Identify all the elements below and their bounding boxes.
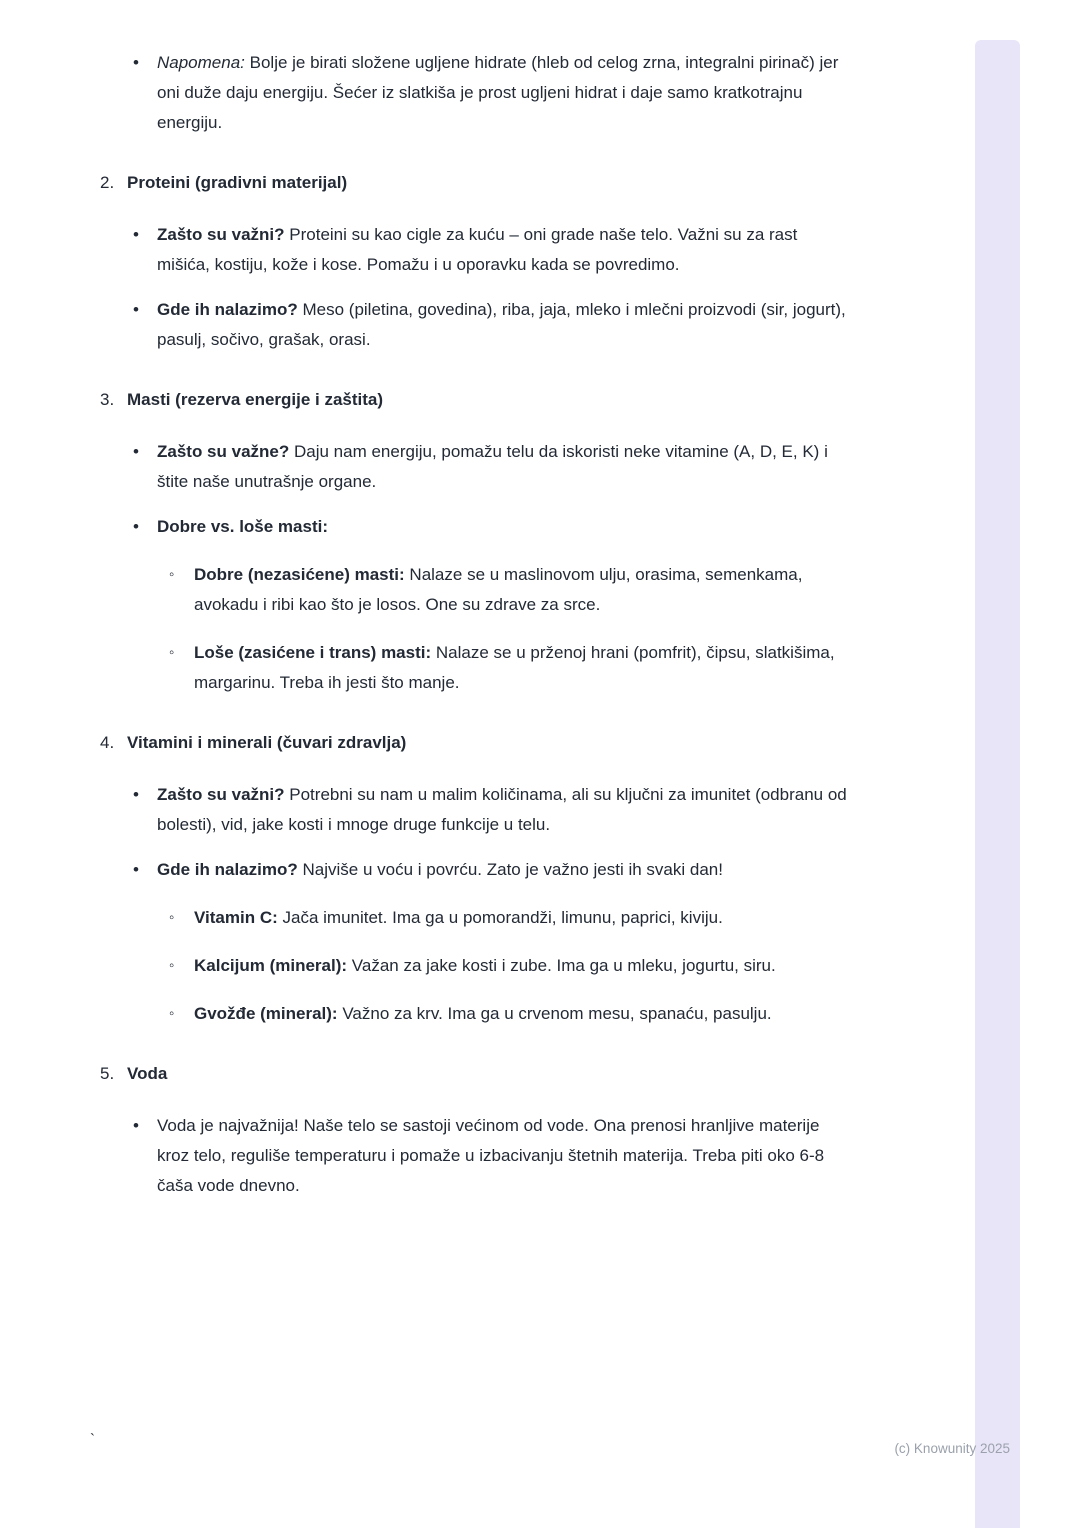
item-text: Voda je najvažnija! Naše telo se sastoji većinom od vode. Ona prenosi hranljive materije kroz telo, reguliše temperaturu i pomaže u izbacivanju štetnih materija. Treba piti oko 6-8 čaša vode dnevno. — [157, 1116, 825, 1195]
sub-list — [157, 903, 848, 1029]
section-title-text: Vitamini i minerali (čuvari zdravlja) — [127, 733, 407, 752]
bullet-icon: • — [133, 53, 139, 72]
sub-list-item — [169, 560, 848, 620]
note-list — [100, 48, 848, 138]
sub-list — [157, 560, 848, 698]
item-lead: Gde ih nalazimo? — [157, 300, 298, 319]
item-lead: Gvožđe (mineral): — [194, 1004, 338, 1023]
list-item-body — [157, 780, 848, 840]
item-text: Potrebni su nam u malim količinama, ali su ključni za imunitet (odbranu od bolesti), vid, jake kosti i mnoge druge funkcije u telu. — [157, 785, 847, 834]
list-item — [133, 220, 848, 280]
section-number: 2. — [100, 173, 115, 192]
list-item — [133, 780, 848, 840]
section-number: 5. — [100, 1064, 115, 1083]
list-item-body — [157, 220, 848, 280]
item-lead: Gde ih nalazimo? — [157, 860, 298, 879]
item-lead: Zašto su važni? — [157, 785, 285, 804]
section-number: 3. — [100, 390, 115, 409]
sub-list-item — [169, 999, 848, 1029]
list-item — [133, 1111, 848, 1201]
bullet-icon: • — [133, 1116, 139, 1135]
item-text: Važno za krv. Ima ga u crvenom mesu, spanaću, pasulju. — [342, 1004, 772, 1023]
item-lead: Vitamin C: — [194, 908, 278, 927]
list-item-body — [157, 48, 848, 138]
item-text: Daju nam energiju, pomažu telu da iskoristi neke vitamine (A, D, E, K) i štite naše unutrašnje organe. — [157, 442, 828, 491]
list-item-body — [194, 951, 848, 981]
list-item — [133, 48, 848, 138]
item-lead: Kalcijum (mineral): — [194, 956, 348, 975]
bullet-icon: • — [133, 517, 139, 536]
item-text: Najviše u voću i povrću. Zato je važno jesti ih svaki dan! — [302, 860, 723, 879]
section-list — [100, 437, 848, 698]
section-list — [100, 220, 848, 355]
section-heading-voda — [100, 1059, 848, 1089]
bullet-icon: • — [133, 300, 139, 319]
item-text: Jača imunitet. Ima ga u pomorandži, limunu, paprici, kiviju. — [282, 908, 723, 927]
item-lead: Dobre vs. loše masti: — [157, 517, 329, 536]
section-title-text: Voda — [127, 1064, 168, 1083]
list-item-body — [157, 295, 848, 355]
section-heading-vitamini — [100, 728, 848, 758]
list-item-body — [194, 999, 848, 1029]
circle-bullet-icon: ◦ — [169, 957, 175, 974]
sub-list-item — [169, 638, 848, 698]
section-title-text: Masti (rezerva energije i zaštita) — [127, 390, 384, 409]
footer-copyright: (c) Knowunity 2025 — [894, 1441, 1010, 1456]
list-item — [133, 855, 848, 1029]
list-item-body — [194, 638, 848, 698]
item-lead: Dobre (nezasićene) masti: — [194, 565, 405, 584]
list-item-body — [157, 437, 848, 497]
document-body — [100, 48, 848, 1201]
circle-bullet-icon: ◦ — [169, 644, 175, 661]
item-text: Meso (piletina, govedina), riba, jaja, mleko i mlečni proizvodi (sir, jogurt), pasulj, sočivo, grašak, orasi. — [157, 300, 846, 349]
section-number: 4. — [100, 733, 115, 752]
item-lead: Zašto su važne? — [157, 442, 290, 461]
bullet-icon: • — [133, 442, 139, 461]
note-lead: Napomena: — [157, 53, 245, 72]
stray-backtick: ` — [90, 1431, 95, 1448]
section-title-text: Proteini (gradivni materijal) — [127, 173, 348, 192]
section-heading-proteini — [100, 168, 848, 198]
sub-list-item — [169, 951, 848, 981]
page-edge-accent-strip — [975, 40, 1020, 1528]
list-item-body — [194, 903, 848, 933]
circle-bullet-icon: ◦ — [169, 566, 175, 583]
list-item — [133, 295, 848, 355]
section-list — [100, 1111, 848, 1201]
list-item — [133, 512, 848, 698]
item-text: Proteini su kao cigle za kuću – oni grade naše telo. Važni su za rast mišića, kostiju, kože i kose. Pomažu i u oporavku kada se povredimo. — [157, 225, 798, 274]
list-item-body — [194, 560, 848, 620]
list-item-body — [157, 1111, 848, 1201]
section-heading-masti — [100, 385, 848, 415]
item-lead: Loše (zasićene i trans) masti: — [194, 643, 432, 662]
list-item-body — [157, 855, 848, 1029]
bullet-icon: • — [133, 860, 139, 879]
circle-bullet-icon: ◦ — [169, 1005, 175, 1022]
circle-bullet-icon: ◦ — [169, 909, 175, 926]
list-item-body — [157, 512, 848, 698]
item-lead: Zašto su važni? — [157, 225, 285, 244]
section-list — [100, 780, 848, 1029]
item-text: Nalaze se u prženoj hrani (pomfrit), čipsu, slatkišima, margarinu. Treba ih jesti što manje. — [194, 643, 835, 692]
sub-list-item — [169, 903, 848, 933]
item-text: Nalaze se u maslinovom ulju, orasima, semenkama, avokadu i ribi kao što je losos. One su zdrave za srce. — [194, 565, 803, 614]
list-item — [133, 437, 848, 497]
note-text: Bolje je birati složene ugljene hidrate (hleb od celog zrna, integralni pirinač) jer oni duže daju energiju. Šećer iz slatkiša je prost ugljeni hidrat i daje samo kratkotrajnu energiju. — [157, 53, 839, 132]
bullet-icon: • — [133, 785, 139, 804]
bullet-icon: • — [133, 225, 139, 244]
item-text: Važan za jake kosti i zube. Ima ga u mleku, jogurtu, siru. — [351, 956, 776, 975]
